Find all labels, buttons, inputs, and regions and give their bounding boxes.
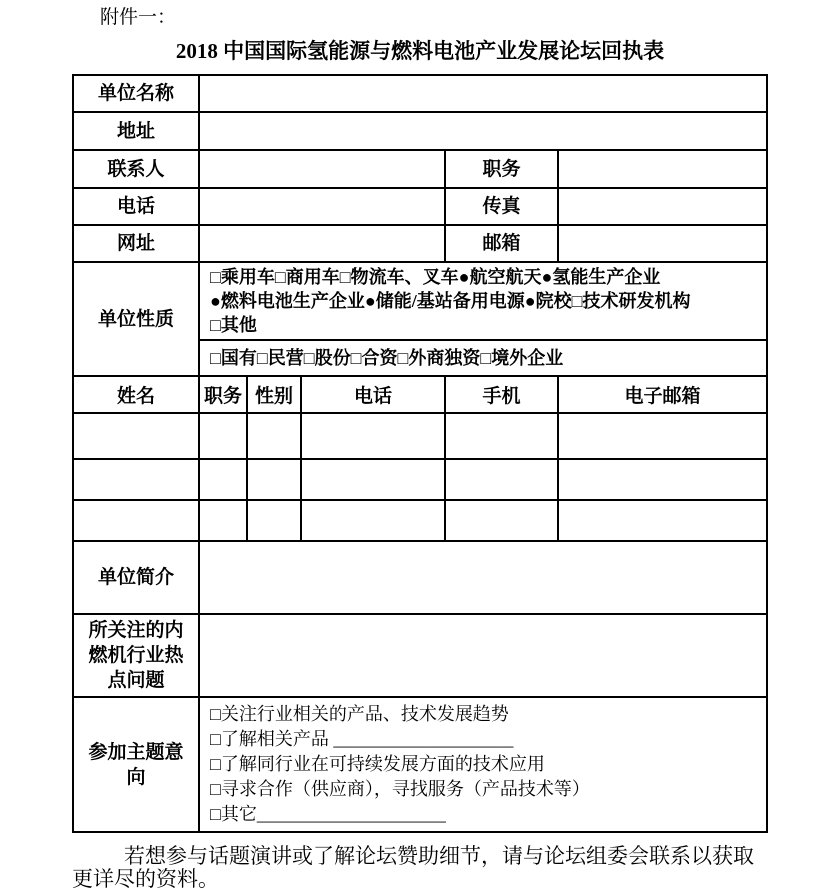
participation-option-3[interactable]: □了解同行业在可持续发展方面的技术应用	[210, 754, 545, 774]
hot-issues-row	[73, 614, 767, 697]
contact-position-input[interactable]	[558, 150, 767, 188]
attendee-cell[interactable]	[247, 413, 301, 459]
email-label: 邮箱	[445, 225, 558, 262]
unit-name-row	[73, 75, 767, 112]
attendee-cell[interactable]	[199, 500, 247, 541]
attendee-cell[interactable]	[301, 413, 445, 459]
attendee-cell[interactable]	[73, 500, 199, 541]
phone-input[interactable]	[199, 188, 445, 225]
ownership-options-line[interactable]: □国有□民营□股份□合资□外商独资□境外企业	[199, 340, 767, 376]
website-label: 网址	[73, 225, 199, 262]
participation-options	[199, 697, 767, 832]
unit-intro-label: 单位简介	[73, 541, 199, 614]
attendee-row	[73, 459, 767, 500]
attendee-cell[interactable]	[301, 500, 445, 541]
attachment-label: 附件一：	[100, 7, 177, 28]
email-input[interactable]	[558, 225, 767, 262]
attendee-cell[interactable]	[558, 413, 767, 459]
attendee-cell[interactable]	[73, 413, 199, 459]
participation-option-5[interactable]: □其它_____________________	[210, 804, 446, 824]
attendee-cell[interactable]	[247, 459, 301, 500]
attendee-cell[interactable]	[558, 500, 767, 541]
contact-label: 联系人	[73, 150, 199, 188]
participation-option-1[interactable]: □关注行业相关的产品、技术发展趋势	[210, 704, 509, 724]
attendee-row	[73, 413, 767, 459]
unit-name-input[interactable]	[199, 75, 767, 112]
attendee-header-mobile: 手机	[445, 376, 558, 413]
attendee-header-phone: 电话	[301, 376, 445, 413]
attendee-header-position: 职务	[199, 376, 247, 413]
address-input[interactable]	[199, 112, 767, 150]
unit-type-industry-options[interactable]	[199, 262, 767, 340]
website-row	[73, 225, 767, 262]
attendee-cell[interactable]	[558, 459, 767, 500]
unit-name-label: 单位名称	[73, 75, 199, 112]
unit-type-industry-row	[73, 262, 767, 340]
attendee-cell[interactable]	[445, 500, 558, 541]
address-row	[73, 112, 767, 150]
contact-input[interactable]	[199, 150, 445, 188]
industry-options-line3[interactable]: □其他	[210, 315, 257, 335]
industry-options-line1[interactable]: □乘用车□商用车□物流车、叉车●航空航天●氢能生产企业	[210, 267, 661, 287]
attendee-header-gender: 性别	[247, 376, 301, 413]
hot-issues-input[interactable]	[199, 614, 767, 697]
unit-intro-input[interactable]	[199, 541, 767, 614]
industry-options-line2[interactable]: ●燃料电池生产企业●储能/基站备用电源●院校□技术研发机构	[210, 291, 691, 311]
phone-row	[73, 188, 767, 225]
contact-row	[73, 150, 767, 188]
reply-form-table	[72, 74, 768, 833]
hot-issues-label: 所关注的内燃机行业热点问题	[73, 614, 199, 697]
attendee-cell[interactable]	[445, 459, 558, 500]
page-title: 2018 中国国际氢能源与燃料电池产业发展论坛回执表	[175, 39, 665, 63]
website-input[interactable]	[199, 225, 445, 262]
attendee-cell[interactable]	[73, 459, 199, 500]
participation-row	[73, 697, 767, 832]
unit-type-label: 单位性质	[73, 262, 199, 376]
attendee-cell[interactable]	[199, 459, 247, 500]
attendee-cell[interactable]	[445, 413, 558, 459]
participation-label: 参加主题意向	[73, 697, 199, 832]
attendee-cell[interactable]	[199, 413, 247, 459]
unit-intro-row	[73, 541, 767, 614]
contact-position-label: 职务	[445, 150, 558, 188]
attendee-header-row	[73, 376, 767, 413]
participation-option-2[interactable]: □了解相关产品 ____________________	[210, 729, 514, 749]
footer-note: 若想参与话题演讲或了解论坛赞助细节，请与论坛组委会联系以获取更详尽的资料。	[72, 844, 754, 891]
fax-input[interactable]	[558, 188, 767, 225]
participation-option-4[interactable]: □寻求合作（供应商），寻找服务（产品技术等）	[210, 779, 590, 799]
address-label: 地址	[73, 112, 199, 150]
attendee-cell[interactable]	[301, 459, 445, 500]
attendee-row	[73, 500, 767, 541]
attendee-cell[interactable]	[247, 500, 301, 541]
phone-label: 电话	[73, 188, 199, 225]
fax-label: 传真	[445, 188, 558, 225]
attendee-header-email: 电子邮箱	[558, 376, 767, 413]
attendee-header-name: 姓名	[73, 376, 199, 413]
